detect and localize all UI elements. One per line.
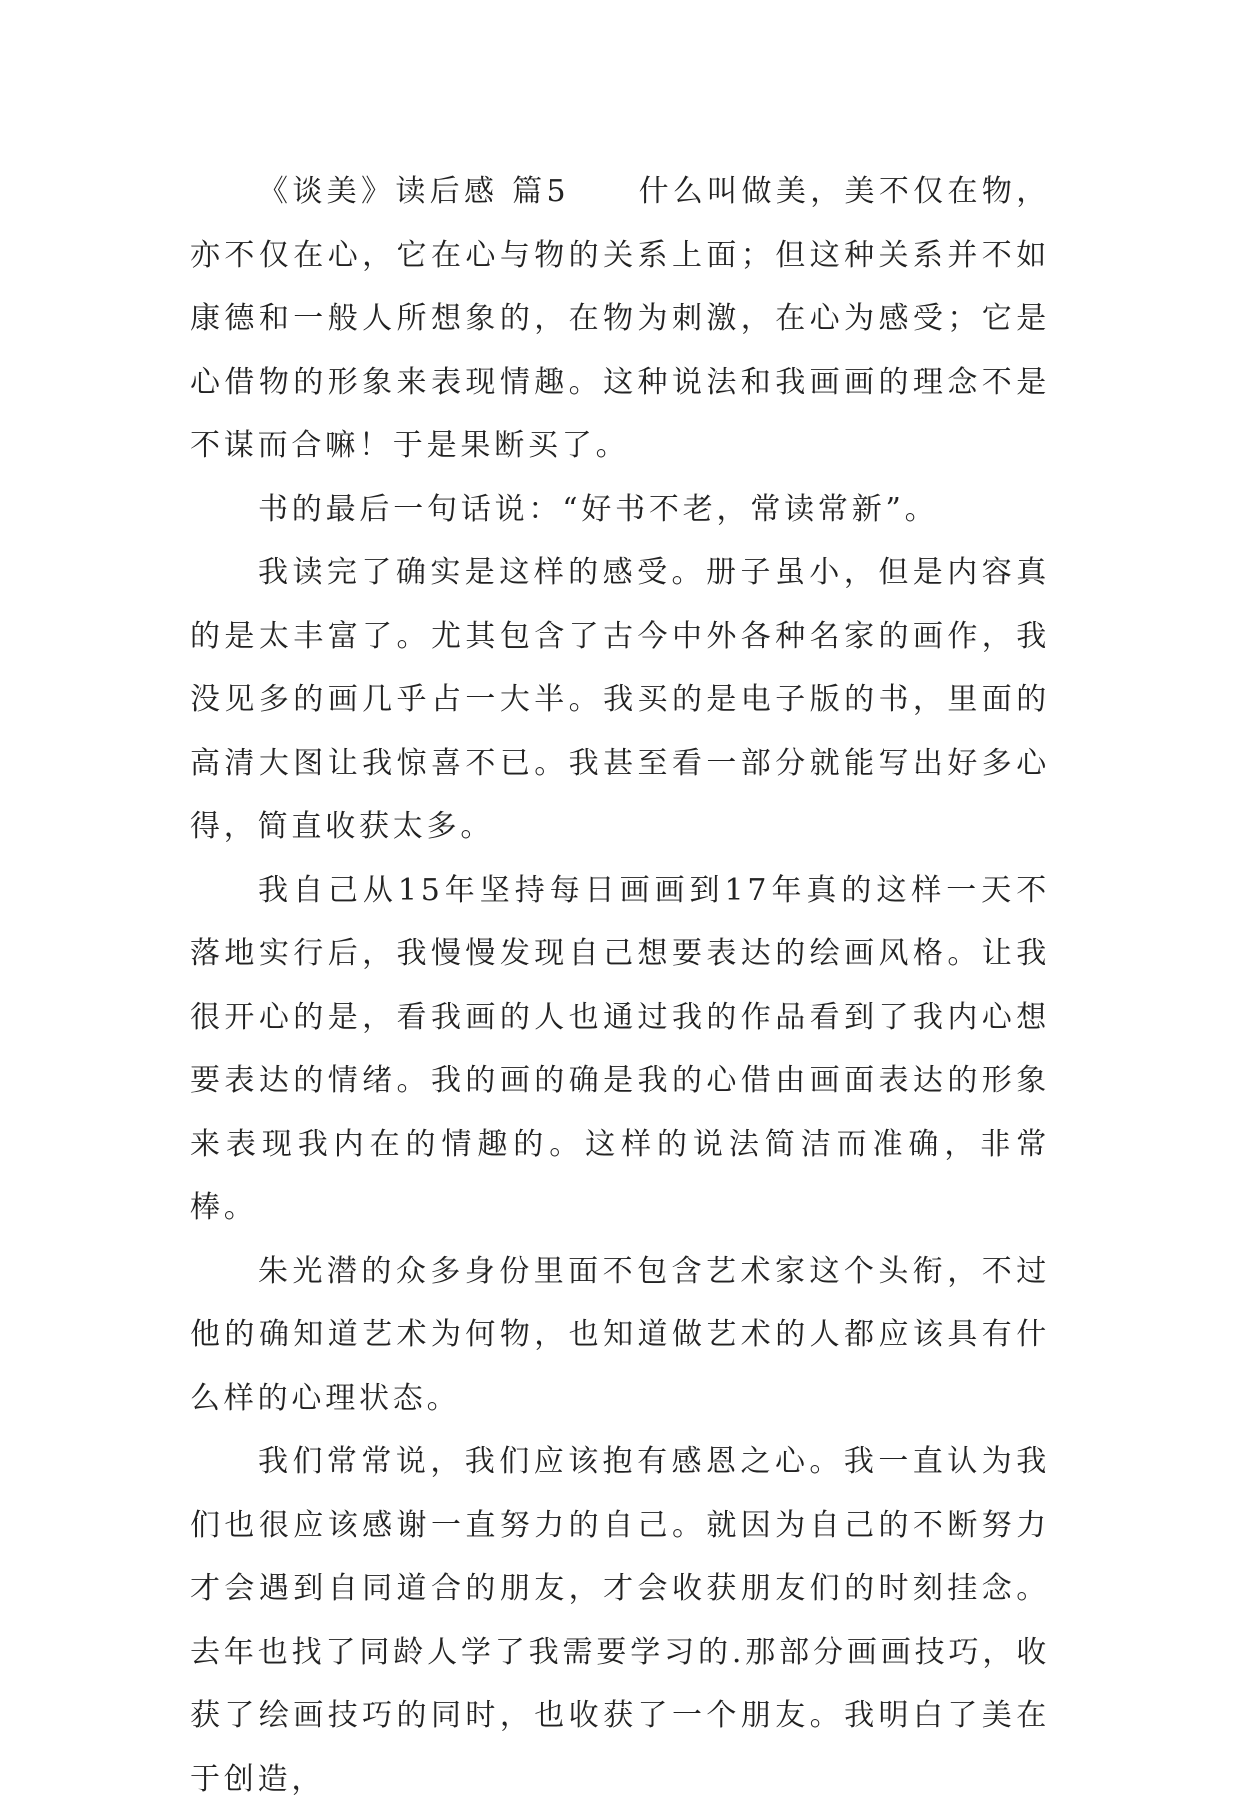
- paragraph-reading-experience: 我读完了确实是这样的感受。册子虽小，但是内容真的是太丰富了。尤其包含了古今中外各种名家的画作，我没见多的画几乎占一大半。我买的是电子版的书，里面的高清大图让我惊喜不已。我甚至看一部分就能写出好多心得，简直收获太多。: [190, 555, 1050, 844]
- article-body: [190, 160, 1050, 1811]
- paragraph-gratitude: 我们常常说，我们应该抱有感恩之心。我一直认为我们也很应该感谢一直努力的自己。就因为自己的不断努力才会遇到自同道合的朋友，才会收获朋友们的时刻挂念。去年也找了同龄人学了我需要学习的.那部分画画技巧，收获了绘画技巧的同时，也收获了一个朋友。我明白了美在于创造，: [190, 1444, 1050, 1797]
- paragraph-title-intro: 《谈美》读后感 篇5 什么叫做美，美不仅在物，亦不仅在心，它在心与物的关系上面；但这种关系并不如康德和一般人所想象的，在物为刺激，在心为感受；它是心借物的形象来表现情趣。这种说法和我画画的理念不是不谋而合嘛！于是果断买了。: [190, 174, 1050, 463]
- paragraph-quote: 书的最后一句话说：“好书不老，常读常新”。: [258, 491, 939, 527]
- paragraph-author: 朱光潜的众多身份里面不包含艺术家这个头衔，不过他的确知道艺术为何物，也知道做艺术的人都应该具有什么样的心理状态。: [190, 1253, 1050, 1416]
- paragraph-painting-practice: 我自己从15年坚持每日画画到17年真的这样一天不落地实行后，我慢慢发现自己想要表达的绘画风格。让我很开心的是，看我画的人也通过我的作品看到了我内心想要表达的情绪。我的画的确是我的心借由画面表达的形象来表现我内在的情趣的。这样的说法简洁而准确，非常棒。: [190, 872, 1050, 1225]
